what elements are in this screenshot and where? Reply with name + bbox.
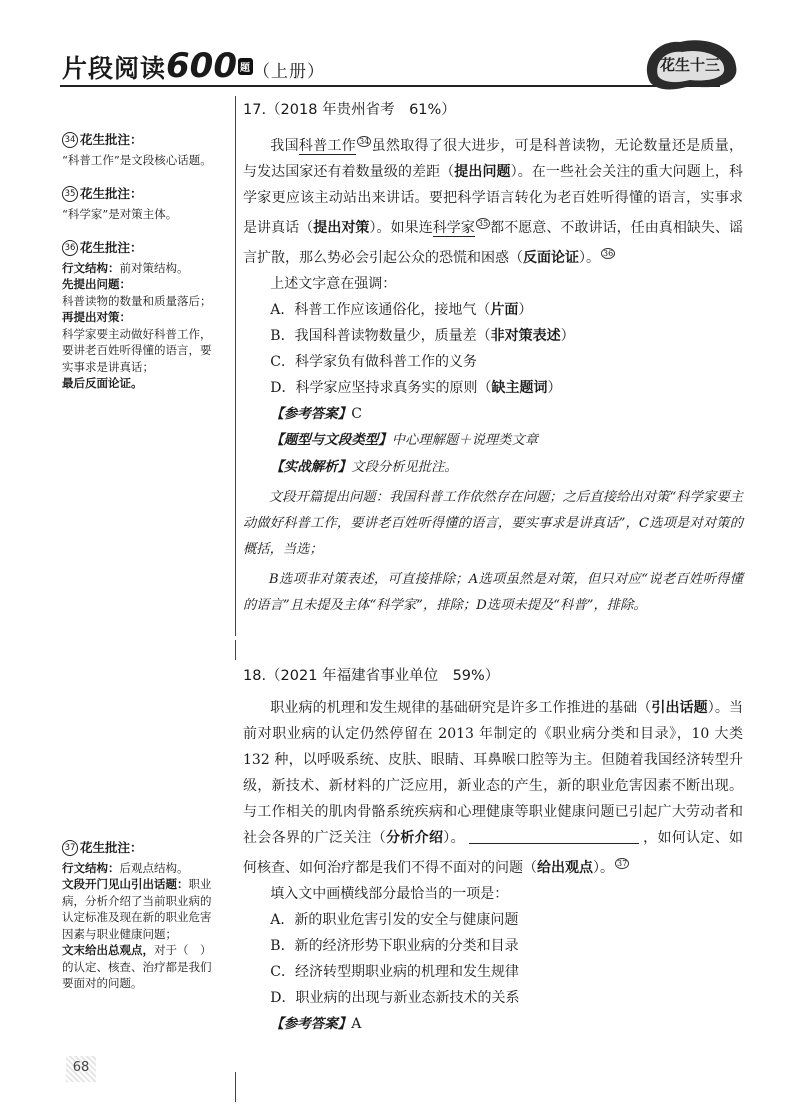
annotation-label: 行文结构： [62,860,120,875]
passage-text: ）。当前对职业病的认定仍然停留在 2013 年制定的《职业病分类和目录》，10 大类 132 种，以呼吸系统、皮肤、眼睛、耳鼻喉口腔等为主。但随着我国经济转型升级，新技术、新材料的广泛应用，新业态的产生，新的职业危害因素不断出现。与工作相关的肌肉骨骼系统疾病和心理健康等职业健康问题已引起广大劳动者和社会各界的广泛关注（ [243,700,744,846]
annotation-heading [62,840,222,857]
passage-text: 职业病的机理和发生规律的基础研究是许多工作推进的基础（ [270,700,652,716]
annotation-text: 前对策结构。 [119,260,189,275]
page-header [0,0,800,95]
answer-line [243,401,743,427]
annotation-number: 36 [62,240,78,256]
question-heading: 18.（2021 年福建省事业单位 59%） [243,668,500,684]
option-text: ） [518,302,533,318]
annotation-text: 科普读物的数量和质量落后； [62,293,212,308]
option-text: A．科普工作应该通俗化，接地气（ [270,302,491,318]
analysis-value: 文段分析见批注。 [351,460,458,475]
annotation-heading [62,132,222,149]
option-a [243,297,743,323]
annotation-label: 行文结构： [62,260,120,275]
passage-text: ）。 [579,250,600,266]
annotation-title: 花生批注： [80,240,143,255]
option-tag: 片面 [490,302,519,318]
book-volume: （上册） [253,62,325,82]
passage-tag: 分析介绍 [386,830,444,846]
annotation-text: 后观点结构。 [119,860,189,875]
option-a: A．新的职业危害引发的安全与健康问题 [270,912,519,928]
type-label: 【题型与文段类型】 [270,432,392,448]
annotation-text: 科学家要主动做好科普工作，要讲老百姓听得懂的语言，要实事求是讲真话； [62,326,212,374]
annotation-number: 34 [62,132,78,148]
annotation-number: 37 [62,840,78,856]
passage-tag: 提出对策 [313,220,370,236]
option-text: ） [560,328,575,344]
option-tag: 非对策表述 [490,328,561,344]
annotation-line [62,942,222,992]
passage-text: 都不愿意、不敢讲话，任由真相缺失、谣言扩散，那么势必会引起公众的恐慌和困惑（ [243,220,744,266]
option-text: B．我国科普读物数量少，质量差（ [270,328,491,344]
passage-tag: 引出话题 [651,700,708,716]
annotation-number: 35 [62,186,78,202]
question-heading: 17.（2018 年贵州省考 61%） [243,102,456,118]
type-line [243,427,743,454]
annotation-title: 花生批注： [80,840,143,855]
book-title [62,46,325,86]
annotation-label: 再提出对策： [62,310,131,324]
annotation-note-34 [62,132,222,168]
passage-tag: 提出问题 [454,164,511,180]
passage-text: ）。在一些社会关注的重大问题上，科学家更应该主动站出来讲话。要把科学语言转化为老百姓听得懂的语言，实事求是讲真话（ [243,164,744,236]
page-number: 68 [66,1056,96,1082]
column-divider [235,96,236,636]
keyword-underline: 科普工作 [298,138,357,154]
annotation-line [62,876,222,942]
annotation-note-35 [62,186,222,222]
passage-text: ，如何认定、如何核查、如何治疗都是我们不得不面对的问题（ [243,830,744,876]
column-divider [235,640,236,660]
option-c [243,349,743,375]
option-d: D．职业病的出现与新业态新技术的关系 [270,990,520,1006]
option-text: ） [547,380,562,396]
option-d [243,375,743,401]
book-title-unit: 题 [238,58,253,75]
fill-in-blank[interactable] [469,827,639,844]
passage-text: 我国 [270,138,299,154]
keyword-underline: 科学家 [432,220,475,236]
analysis-line [243,454,743,481]
analysis-paragraph: 文段开篇提出问题：我国科普工作依然存在问题；之后直接给出对策“科学家要主动做好科普工作，要讲老百姓听得懂的语言，要实事求是讲真话”，C选项是对对策的概括，当选； [243,490,743,557]
annotation-label: 最后反面论证。 [62,376,143,390]
annotation-title: 花生批注： [80,132,143,147]
annotation-note-36 [62,240,222,392]
brand-logo-text: 花生十三 [660,56,721,74]
note-ref-37: 37 [617,859,628,868]
column-divider [235,1072,236,1102]
question-17 [243,98,743,619]
note-ref-34: 34 [359,137,370,146]
answer-line [243,1011,743,1037]
annotation-line [62,260,222,277]
option-c: C．经济转型期职业病的机理和发生规律 [270,964,520,980]
option-tag: 缺主题词 [491,380,548,396]
answer-value: C [351,406,363,422]
annotation-label: 文末给出总观点， [62,943,154,957]
type-value: 中心理解题＋说理类文章 [391,433,539,448]
annotation-label: 先提出问题： [62,277,131,291]
question-stem: 填入文中画横线部分最恰当的一项是： [270,886,509,902]
answer-label: 【参考答案】 [270,406,352,422]
option-b [243,323,743,349]
passage-tag: 给出观点 [537,860,593,876]
annotation-note-37 [62,840,222,992]
option-text: C．科学家负有做科普工作的义务 [270,354,478,370]
answer-label: 【参考答案】 [270,1016,352,1032]
answer-value: A [351,1016,362,1032]
analysis-paragraph: B选项非对策表述，可直接排除；A选项虽然是对策，但只对应“说老百姓听得懂的语言”且未提及主体“科学家”，排除；D选项未提及“科普”，排除。 [243,572,743,613]
annotation-text: 对于（ ）的认定、核查、治疗都是我们要面对的问题。 [62,943,212,990]
book-title-text: 片段阅读 [62,54,167,83]
analysis-label: 【实战解析】 [270,459,352,475]
question-stem: 上述文字意在强调： [270,276,397,292]
book-title-number: 600 [166,46,237,86]
passage-text: ）。如果连 [369,220,433,236]
annotation-line [62,860,222,877]
passage-text: ）。 [593,860,614,876]
question-passage [243,695,743,881]
option-b: B．新的经济形势下职业病的分类和目录 [270,938,519,954]
annotation-heading [62,186,222,203]
annotation-text: “科普工作”是文段核心话题。 [62,152,212,167]
passage-text: 虽然取得了很大进步，可是科普读物，无论数量还是质量，与发达国家还有着数量级的差距（ [243,138,744,180]
note-ref-35: 35 [477,219,489,228]
option-text: D．科学家应坚持求真务实的原则（ [270,380,492,396]
question-passage [243,129,743,271]
header-rule [60,85,720,87]
annotation-title: 花生批注： [80,186,143,201]
annotation-sidebar-2 [62,840,222,1010]
annotation-heading [62,240,222,257]
note-ref-36: 36 [603,249,614,258]
annotation-label: 文段开门见山引出话题： [62,877,189,891]
annotation-text: “科学家”是对策主体。 [62,206,178,221]
annotation-sidebar [62,132,222,410]
passage-text: ）。 [443,830,465,846]
passage-tag: 反面论证 [523,250,579,266]
question-18 [243,664,743,1037]
annotation-text: 职业病，分析介绍了当前职业病的认定标准及现在新的职业危害因素与职业健康问题； [62,877,212,941]
